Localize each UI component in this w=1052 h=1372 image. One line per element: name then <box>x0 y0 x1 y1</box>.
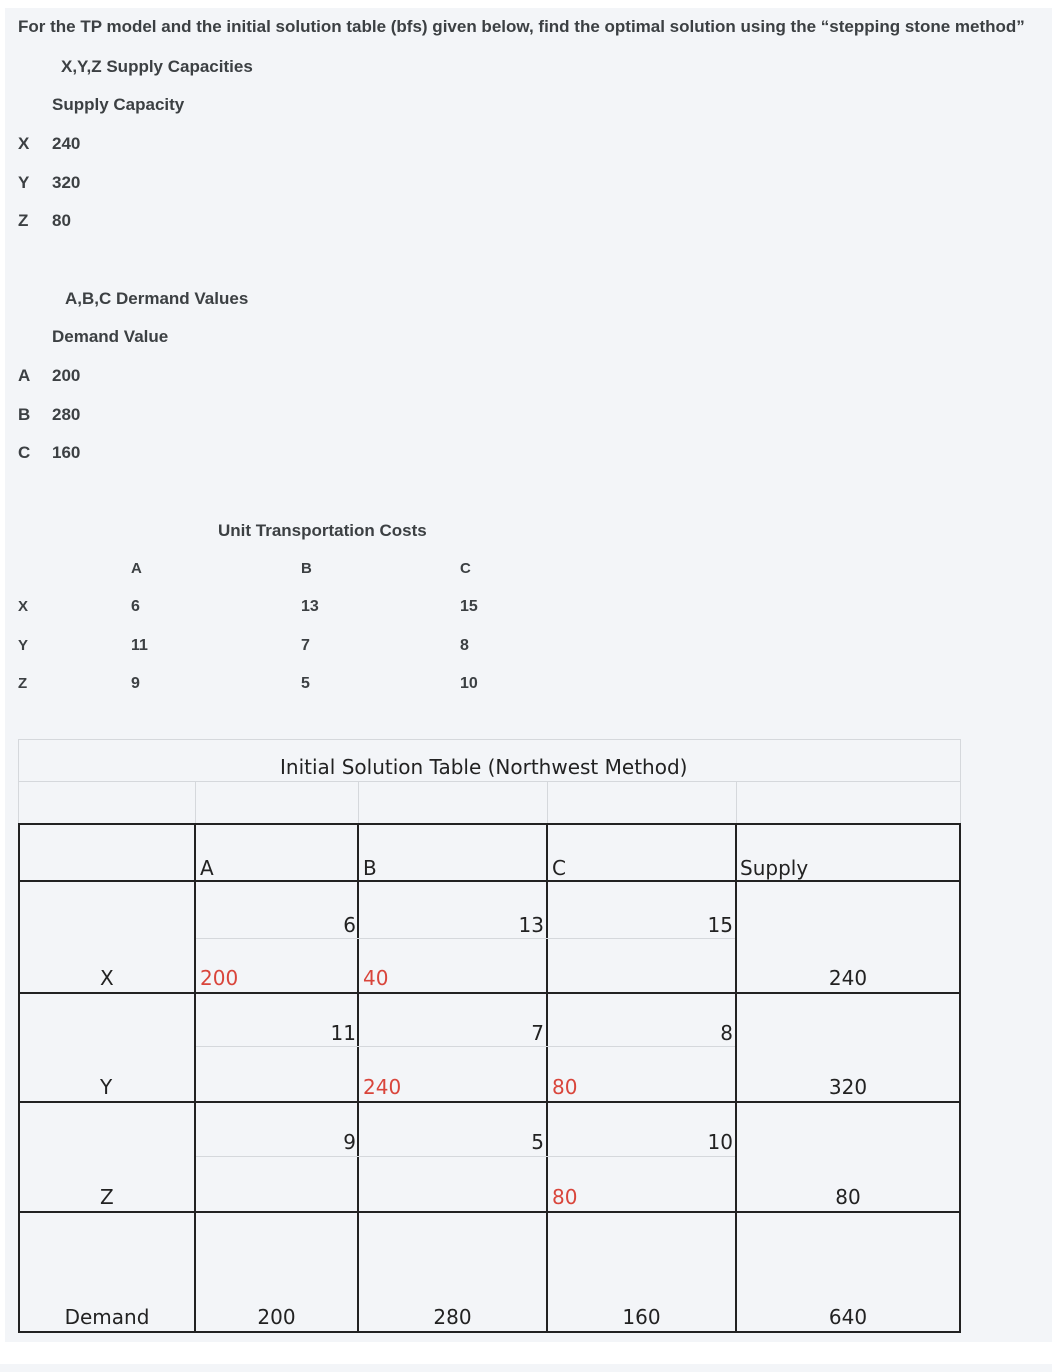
cost-column-header: A <box>131 560 142 577</box>
demand-row-value: 160 <box>52 443 81 462</box>
cost-column-header: C <box>460 560 471 577</box>
cost-value: 13 <box>301 598 319 615</box>
alloc-zc: 80 <box>552 1185 578 1209</box>
supply-row-label: X <box>18 134 30 153</box>
supply-row-label: Y <box>18 173 30 192</box>
total-supply-demand: 640 <box>828 1305 868 1329</box>
header-supply: Supply <box>740 856 809 880</box>
row-label-x: X <box>100 966 114 990</box>
supply-column-header: Supply Capacity <box>52 95 185 114</box>
demand-row-label: C <box>18 443 31 462</box>
header-c: C <box>552 856 566 880</box>
cost-xb: 13 <box>518 913 544 937</box>
alloc-yb: 240 <box>363 1075 402 1099</box>
demand-row-label: B <box>18 405 31 424</box>
demand-title: A,B,C Dermand Values <box>65 289 249 308</box>
cost-row-label: Z <box>18 675 28 692</box>
alloc-xa: 200 <box>200 966 239 990</box>
cost-value: 5 <box>301 675 310 692</box>
demand-column-header: Demand Value <box>52 327 169 346</box>
cost-value: 9 <box>131 675 140 692</box>
question-text: For the TP model and the initial solution table (bfs) given below, find the optimal solution using the “stepping stone method” <box>18 17 1025 36</box>
cost-xc: 15 <box>707 913 733 937</box>
demand-b: 280 <box>433 1305 472 1329</box>
demand-row-value: 280 <box>52 405 81 424</box>
demand-row-value: 200 <box>52 366 81 385</box>
supply-row-value: 320 <box>52 173 81 192</box>
supply-row-value: 80 <box>52 211 71 230</box>
northwest-solution-table <box>18 739 961 1334</box>
row-label-z: Z <box>100 1185 114 1209</box>
bottom-strip <box>0 1364 1052 1372</box>
cost-column-header: B <box>301 560 312 577</box>
cost-value: 15 <box>460 598 478 615</box>
cost-xa: 6 <box>343 913 356 937</box>
row-label-y: Y <box>100 1075 113 1099</box>
cost-zb: 5 <box>531 1130 544 1154</box>
header-b: B <box>363 856 377 880</box>
cost-value: 6 <box>131 598 140 615</box>
supply-x: 240 <box>828 966 868 990</box>
cost-zc: 10 <box>707 1130 733 1154</box>
cost-value: 11 <box>131 637 148 654</box>
cost-value: 8 <box>460 637 469 654</box>
cost-title: Unit Transportation Costs <box>218 521 427 540</box>
supply-z: 80 <box>835 1185 861 1209</box>
demand-row-label: A <box>18 366 31 385</box>
cost-row-label: X <box>18 598 29 615</box>
supply-y: 320 <box>828 1075 868 1099</box>
demand-row-label: Demand <box>64 1305 150 1329</box>
cost-value: 7 <box>301 637 310 654</box>
table-caption-area <box>18 739 961 825</box>
cost-yc: 8 <box>720 1021 733 1045</box>
cost-yb: 7 <box>531 1021 544 1045</box>
table-caption: Initial Solution Table (Northwest Method) <box>280 755 688 779</box>
cost-value: 10 <box>460 675 478 692</box>
header-a: A <box>200 856 214 880</box>
alloc-xb: 40 <box>363 966 389 990</box>
alloc-yc: 80 <box>552 1075 578 1099</box>
supply-row-value: 240 <box>52 134 81 153</box>
cost-za: 9 <box>343 1130 356 1154</box>
cost-row-label: Y <box>18 637 29 654</box>
supply-title: X,Y,Z Supply Capacities <box>61 57 253 76</box>
demand-c: 160 <box>622 1305 661 1329</box>
cost-ya: 11 <box>330 1021 356 1045</box>
supply-row-label: Z <box>18 211 29 230</box>
demand-a: 200 <box>257 1305 296 1329</box>
